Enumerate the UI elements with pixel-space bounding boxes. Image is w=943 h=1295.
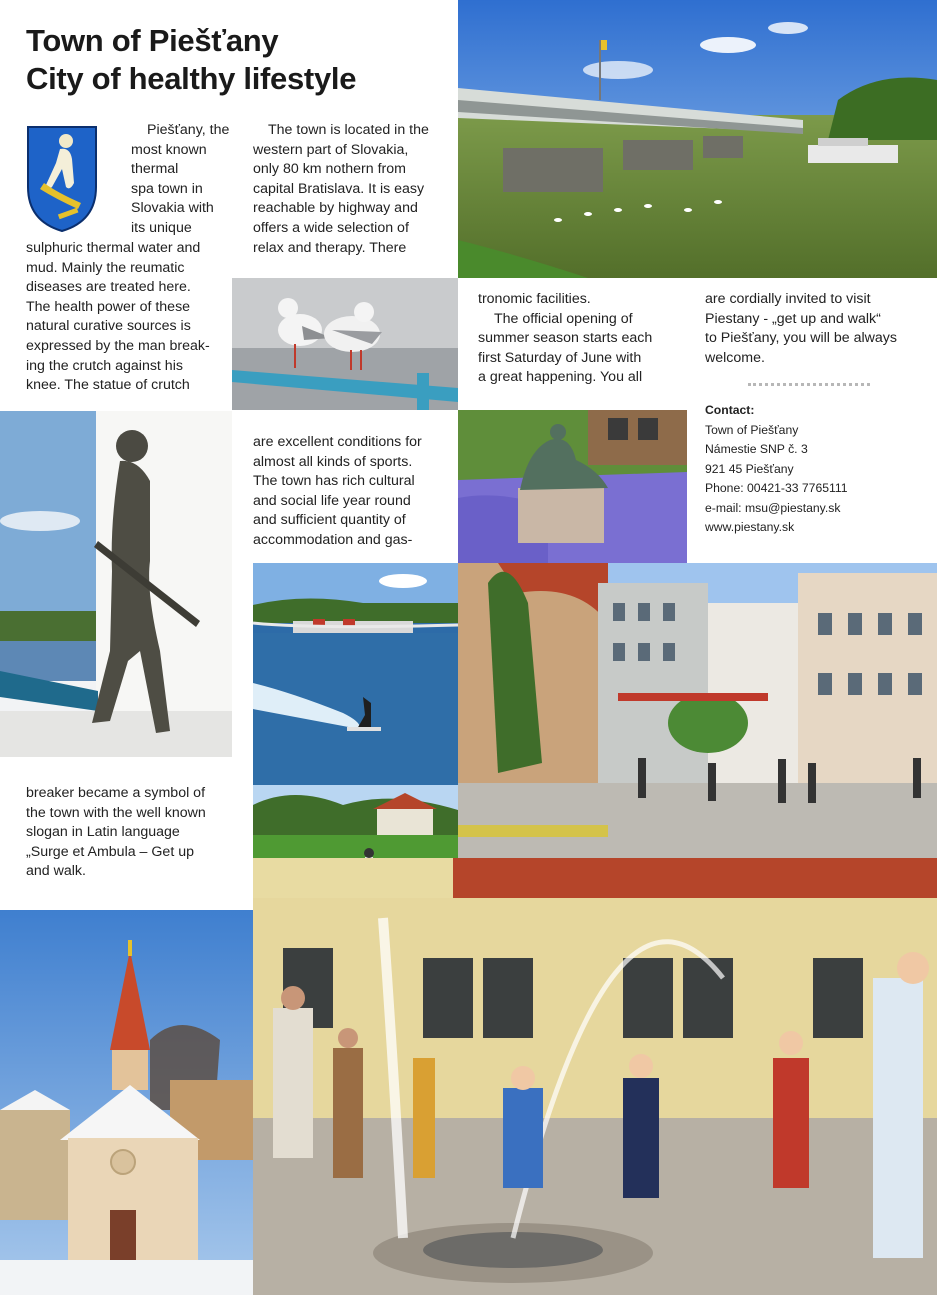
town-crest-icon bbox=[26, 125, 98, 233]
text-line: western part of Slovakia, bbox=[253, 141, 409, 158]
text-line: The official opening of bbox=[494, 310, 633, 327]
text-line: its unique bbox=[131, 219, 192, 236]
text-line: a great happening. You all bbox=[478, 369, 643, 386]
photo-colonnade-bridge bbox=[458, 0, 937, 278]
contact-phone: Phone: 00421-33 7765111 bbox=[705, 481, 848, 495]
text-line: tronomic facilities. bbox=[478, 291, 591, 307]
season-paragraph bbox=[478, 290, 688, 388]
dotted-divider bbox=[748, 383, 870, 386]
text-line: and sufficient quantity of bbox=[253, 512, 406, 529]
text-line: accommodation and gas- bbox=[253, 531, 413, 548]
text-line: offers a wide selection of bbox=[253, 219, 409, 236]
title-line-2: City of healthy lifestyle bbox=[26, 61, 357, 96]
contact-heading: Contact: bbox=[705, 403, 755, 417]
text-line: ing the crutch against his bbox=[26, 357, 183, 374]
invitation-paragraph bbox=[705, 290, 937, 368]
text-line: summer season starts each bbox=[478, 330, 653, 347]
text-line: mud. Mainly the reumatic bbox=[26, 259, 185, 276]
text-line: and social life year round bbox=[253, 492, 411, 509]
text-line: expressed by the man break- bbox=[26, 337, 210, 354]
text-line: The health power of these bbox=[26, 298, 191, 315]
intro-beside-crest bbox=[131, 121, 241, 239]
sports-paragraph bbox=[253, 433, 458, 551]
text-line: the town with the well known bbox=[26, 804, 206, 821]
text-line: almost all kinds of sports. bbox=[253, 453, 413, 470]
text-line: capital Bratislava. It is easy bbox=[253, 180, 425, 197]
photo-waterski-lake bbox=[253, 563, 458, 785]
text-line: Piestany - „get up and walk“ bbox=[705, 310, 881, 327]
text-line: reachable by highway and bbox=[253, 200, 418, 217]
text-line: thermal bbox=[131, 161, 179, 178]
text-line: sulphuric thermal water and bbox=[26, 240, 201, 256]
photo-seagulls bbox=[232, 278, 458, 410]
photo-pedestrian-street bbox=[458, 563, 937, 858]
text-line: welcome. bbox=[705, 349, 765, 366]
contact-name: Town of Piešťany bbox=[705, 422, 799, 437]
page-title bbox=[26, 22, 446, 98]
text-line: The town has rich cultural bbox=[253, 473, 415, 490]
text-line: first Saturday of June with bbox=[478, 349, 642, 366]
contact-city: 921 45 Piešťany bbox=[705, 461, 794, 476]
photo-chapel-winter bbox=[0, 910, 253, 1295]
text-line: are cordially invited to visit bbox=[705, 291, 871, 307]
photo-crutch-breaker-statue bbox=[0, 411, 232, 757]
photo-fountain-square bbox=[253, 858, 937, 1295]
text-line: relax and therapy. There bbox=[253, 239, 407, 256]
text-line: are excellent conditions for bbox=[253, 434, 422, 450]
text-line: and walk. bbox=[26, 863, 86, 880]
text-line: knee. The statue of crutch bbox=[26, 377, 190, 394]
intro-paragraph bbox=[26, 239, 236, 396]
location-paragraph bbox=[253, 121, 453, 258]
text-line: „Surge et Ambula – Get up bbox=[26, 843, 194, 860]
text-line: spa town in bbox=[131, 180, 203, 197]
contact-email-link[interactable]: e-mail: msu@piestany.sk bbox=[705, 500, 841, 515]
photo-park-sculpture bbox=[458, 410, 687, 563]
text-line: natural curative sources is bbox=[26, 318, 191, 335]
text-line: Slovakia with bbox=[131, 200, 214, 217]
contact-street: Námestie SNP č. 3 bbox=[705, 442, 808, 456]
text-line: most known bbox=[131, 141, 207, 158]
text-line: only 80 km nothern from bbox=[253, 161, 406, 178]
title-line-1: Town of Piešťany bbox=[26, 23, 279, 58]
contact-website-link[interactable]: www.piestany.sk bbox=[705, 520, 795, 534]
text-line: breaker became a symbol of bbox=[26, 785, 206, 801]
text-line: slogan in Latin language bbox=[26, 824, 180, 841]
text-line: The town is located in the bbox=[268, 122, 429, 138]
text-line: diseases are treated here. bbox=[26, 279, 191, 296]
text-line: to Piešťany, you will be always bbox=[705, 330, 897, 347]
text-line: Piešťany, the bbox=[147, 122, 230, 138]
contact-block bbox=[705, 401, 937, 538]
slogan-paragraph bbox=[26, 784, 251, 882]
